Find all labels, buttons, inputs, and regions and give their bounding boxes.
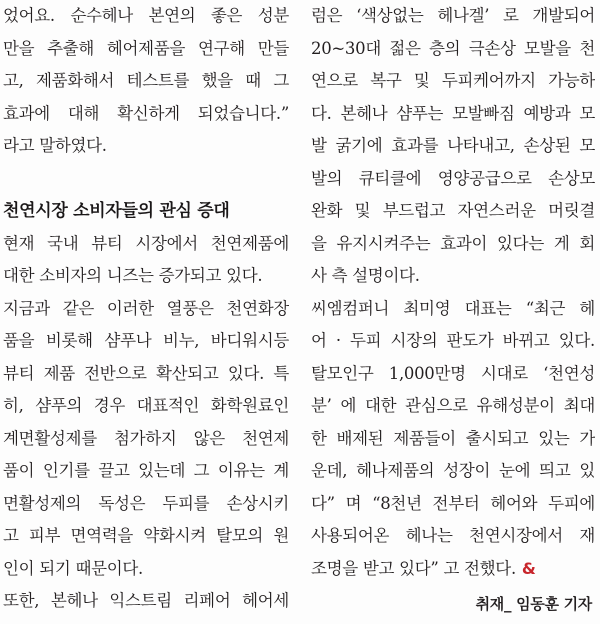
right-body-line: 럼은 ‘색상없는 헤나겔’ 로 개발되어 xyxy=(311,6,595,25)
right-body-line: 을 유지시켜주는 효과이 있다는 게 회 xyxy=(311,233,595,253)
right-body-line: 운데, 헤나제품의 성장이 눈에 띄고 있 xyxy=(311,461,595,480)
left-intro-line: 고, 제품화해서 테스트를 했을 때 그 xyxy=(3,71,289,90)
left-intro-line: 었어요. 순수헤나 본연의 좋은 성분 xyxy=(3,6,289,25)
byline: 취재_ 임동훈 기자 xyxy=(475,595,592,613)
right-body-line: 연으로 복구 및 두피케어까지 가능하 xyxy=(311,71,595,90)
right-body-line: 어 · 두피 시장의 판도가 바뀌고 있다. xyxy=(311,331,595,350)
left-body-line: 대한 소비자의 니즈는 증가되고 있다. xyxy=(3,266,263,285)
left-intro-line: 라고 말하였다. xyxy=(3,136,107,155)
left-body-line: 지금과 같은 이러한 열풍은 천연화장 xyxy=(3,298,289,318)
left-body-line: 히, 샴푸의 경우 대표적인 화학원료인 xyxy=(3,396,289,415)
paragraph-gap xyxy=(3,163,289,196)
left-body-line: 품이 인기를 끌고 있는데 그 이유는 계 xyxy=(3,461,289,480)
right-last-line xyxy=(311,553,595,586)
right-body-line: 다. 본헤나 샴푸는 모발빠짐 예방과 모 xyxy=(311,103,595,123)
right-body-line: 발 굵기에 효과를 나타내고, 손상된 모 xyxy=(311,136,595,155)
left-body-line: 뷰티 제품 전반으로 확산되고 있다. 특 xyxy=(3,363,289,383)
right-body-line: 탈모인구 1,000만명 시대로 ‘천연성 xyxy=(311,363,595,383)
left-intro-line: 효과에 대해 확신하게 되었습니다.” xyxy=(3,103,289,123)
right-body-line: 완화 및 부드럽고 자연스러운 머릿결 xyxy=(311,201,595,220)
left-body-line: 품을 비롯해 샴푸나 비누, 바디워시등 xyxy=(3,331,289,350)
right-body-line: 한 배제된 제품들이 출시되고 있는 가 xyxy=(311,428,595,448)
section-heading: 천연시장 소비자들의 관심 증대 xyxy=(3,201,230,221)
right-body-line: 씨엠컴퍼니 최미영 대표는 “최근 헤 xyxy=(311,298,595,318)
left-column xyxy=(3,0,289,618)
right-body-line: 다” 며 “8천년 전부터 헤어와 두피에 xyxy=(311,493,595,513)
right-body-line: 분’ 에 대한 관심으로 유해성분이 최대 xyxy=(311,396,595,415)
left-body-line: 인이 되기 때문이다. xyxy=(3,558,143,578)
right-body-line: 사용되어온 헤나는 천연시장에서 재 xyxy=(311,526,595,545)
left-body-line: 현재 국내 뷰티 시장에서 천연제품에 xyxy=(3,233,289,253)
left-body-line: 또한, 본헤나 익스트림 리페어 헤어세 xyxy=(3,591,289,610)
end-mark-icon: & xyxy=(521,558,536,578)
left-body-line: 계면활성제를 첨가하지 않은 천연제 xyxy=(3,428,289,448)
left-intro-line: 만을 추출해 헤어제품을 연구해 만들 xyxy=(3,38,289,58)
right-column xyxy=(311,0,595,585)
left-body-line: 면활성제의 독성은 두피를 손상시키 xyxy=(3,493,289,513)
left-body-line: 고 피부 면역력을 약화시켜 탈모의 원 xyxy=(3,526,289,545)
right-body-line: 사 측 설명이다. xyxy=(311,266,420,285)
right-body-line: 20~30대 젊은 층의 극손상 모발을 천 xyxy=(311,38,595,58)
right-last-line-text: 조명을 받고 있다” 고 전했다. xyxy=(311,558,516,578)
right-body-line: 발의 큐티클에 영양공급으로 손상모 xyxy=(311,168,595,188)
